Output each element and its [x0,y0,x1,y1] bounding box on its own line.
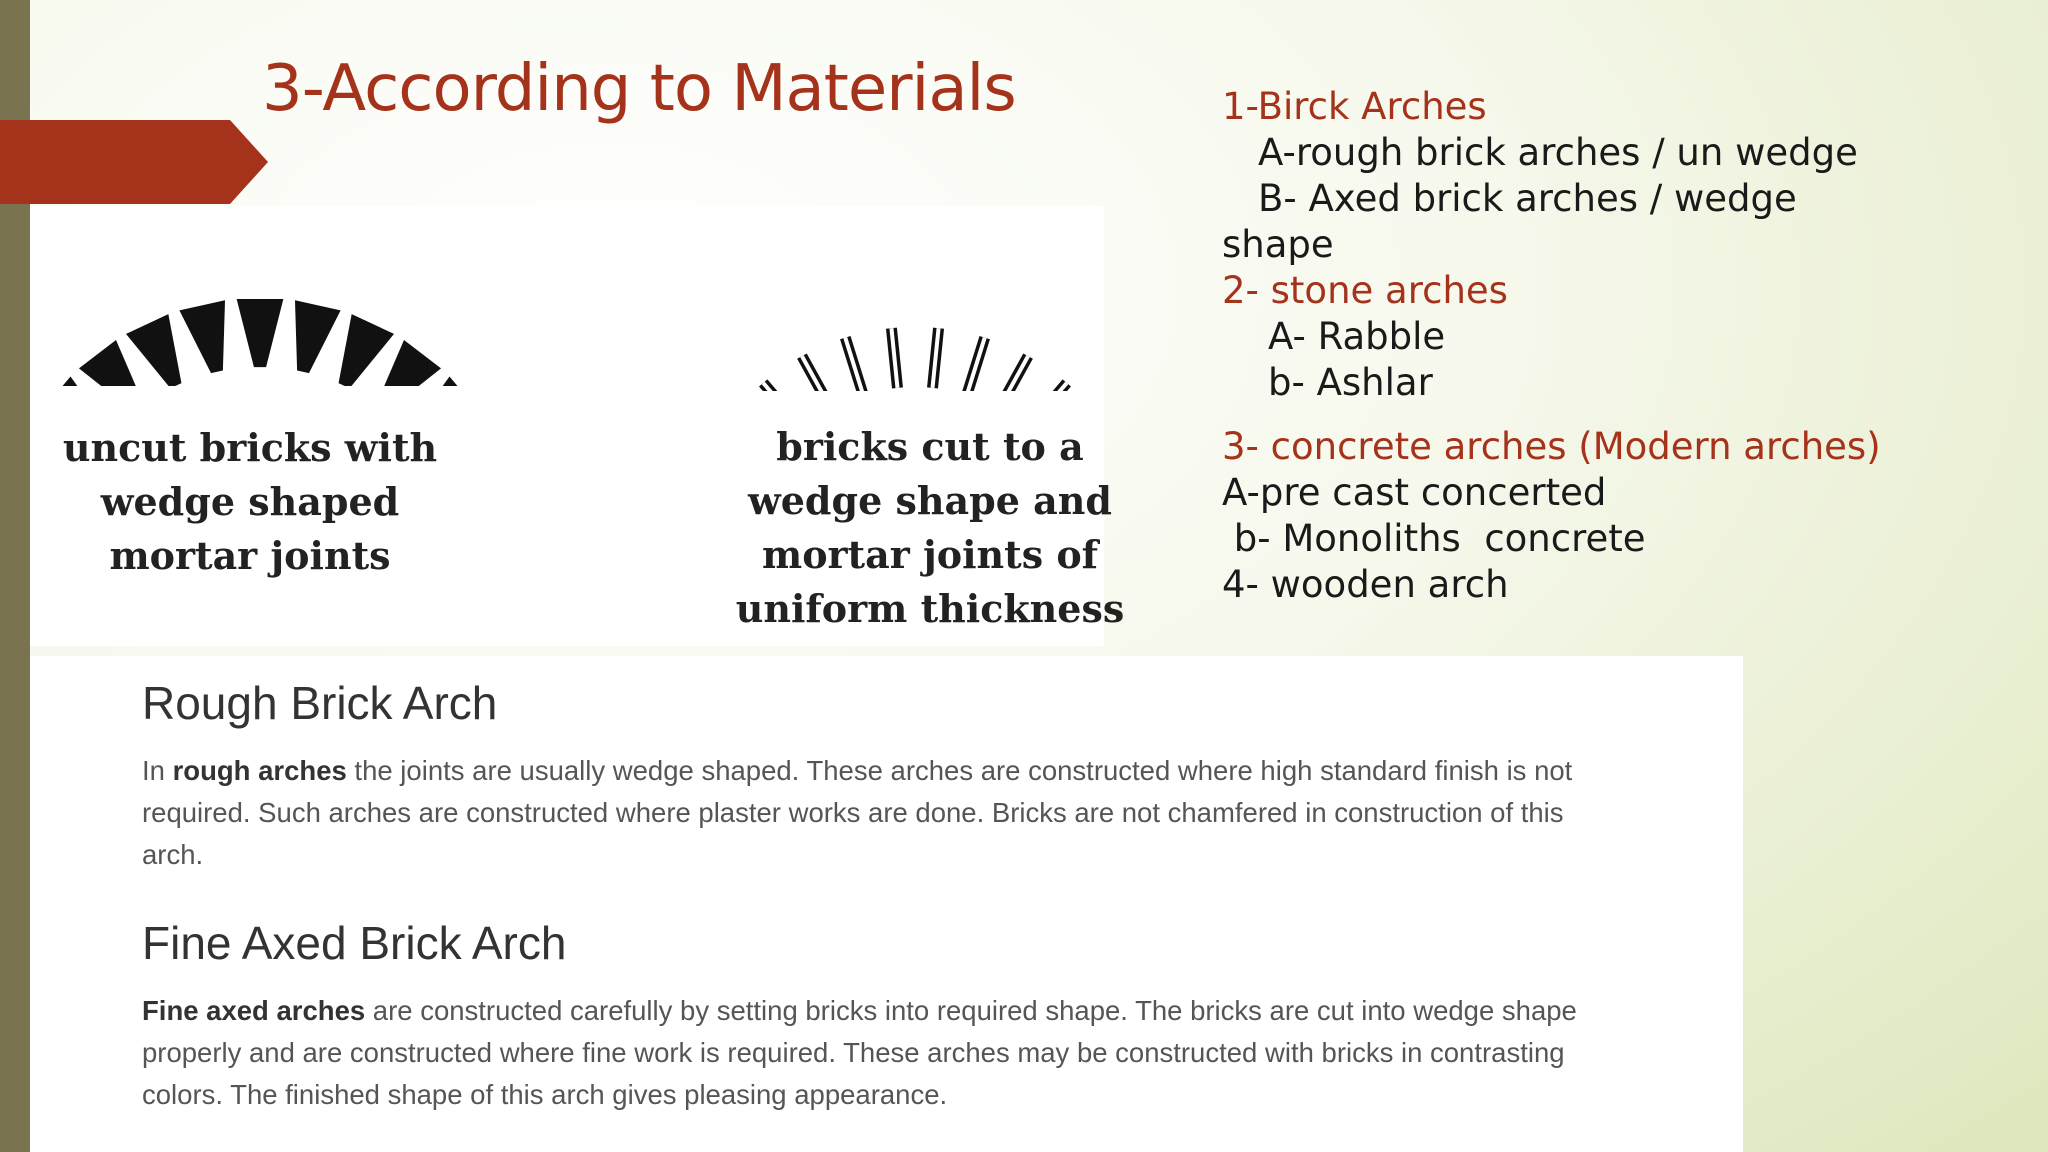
material-outline-list [1222,84,2022,608]
outline-rabble: A- Rabble [1268,315,1446,358]
fine-axed-brick-arch-heading: Fine Axed Brick Arch [142,917,567,969]
mortar-joint [179,300,225,373]
uncut-brick-arch-illustration [60,236,460,386]
rough-brick-arch-heading: Rough Brick Arch [142,677,498,729]
fine-axed-brick-arch-paragraph [142,990,1742,1116]
caption-line: wedge shaped [100,479,400,524]
slide-title: 3-According to Materials [262,52,1016,126]
mortar-joint [79,340,144,386]
title-accent-arrow [0,120,268,204]
para-bold-term: rough arches [172,755,347,786]
outline-ashlar: b- Ashlar [1268,361,1433,404]
outline-brick-arches: 1-Birck Arches [1222,85,1487,128]
outline-wooden-arch: 4- wooden arch [1222,563,1509,606]
outline-concrete-arches: 3- concrete arches (Modern arches) [1222,425,1881,468]
para-text: required. Such arches are constructed where plaster works are done. Bricks are not chamfered in construction of this [142,797,1564,828]
mortar-joint [237,299,284,367]
outline-axed-brick: B- Axed brick arches / wedge [1258,177,1797,220]
caption-line: bricks cut to a [776,424,1084,469]
para-text: In [142,755,173,786]
para-text: are constructed carefully by setting bricks into required shape. The bricks are cut into wedge shape [365,995,1577,1026]
arch-figure-panel [30,206,1125,646]
para-text: arch. [142,839,204,870]
arch-description-panel [30,656,1743,1152]
caption-line: uncut bricks with [62,425,438,470]
mortar-joint [126,314,181,386]
para-text: properly and are constructed where fine work is required. These arches may be constructed with bricks in contrasting [142,1037,1565,1068]
para-bold-term: Fine axed arches [142,995,366,1026]
outline-rough-brick: A-rough brick arches / un wedge [1258,131,1858,174]
caption-line: mortar joints [109,533,391,578]
mortar-joint [295,300,341,373]
outline-precast: A-pre cast concerted [1222,471,1607,514]
caption-line: mortar joints of [761,532,1099,577]
mortar-joint [376,340,441,386]
rough-brick-arch-paragraph [142,750,1742,876]
caption-line: wedge shape and [748,478,1112,523]
outline-monoliths: b- Monoliths concrete [1222,517,1646,560]
mortar-joint [339,314,394,386]
left-arch-caption [60,421,440,583]
outline-stone-arches: 2- stone arches [1222,269,1508,312]
cut-brick-arch-illustration [730,261,1100,391]
right-arch-caption [710,420,1150,636]
para-text: the joints are usually wedge shaped. These arches are constructed where high standard finish is not [346,755,1573,786]
caption-line: uniform thickness [735,586,1125,631]
para-text: colors. The finished shape of this arch gives pleasing appearance. [142,1079,948,1110]
outline-axed-brick-cont: shape [1222,223,1334,266]
